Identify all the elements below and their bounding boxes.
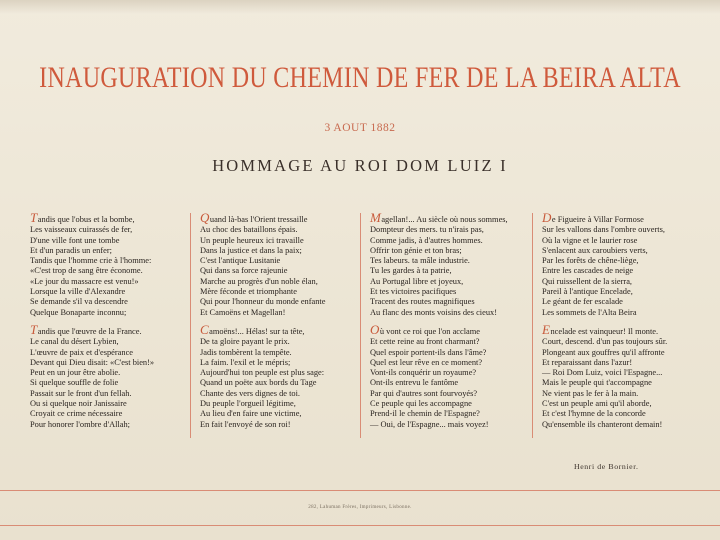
poem-line: Marche au progrès d'un noble élan, bbox=[200, 276, 318, 286]
poem-line bbox=[200, 210, 364, 225]
poem-line: Le géant de fer escalade bbox=[542, 297, 623, 307]
poem-line: Tes labeurs. ta mâle industrie. bbox=[370, 256, 470, 266]
poem-line: Croyait ce crime nécessaire bbox=[30, 409, 123, 419]
poem-line: D'une ville font une tombe bbox=[30, 235, 120, 245]
poem-line: Ce peuple qui les accompagne bbox=[370, 399, 472, 409]
poem-line-text: ù vont ce roi que l'on acclame bbox=[379, 326, 480, 336]
poem-line: Quelque Bonaparte inconnu; bbox=[30, 307, 127, 317]
poem-line: Lorsque la ville d'Alexandre bbox=[30, 287, 126, 297]
poem-line: Un peuple heureux ici travaille bbox=[200, 235, 304, 245]
poem-line: Qui pour l'honneur du monde enfante bbox=[200, 297, 326, 307]
poem-line: Au flanc des monts voisins des cieux! bbox=[370, 307, 497, 317]
poem-line bbox=[370, 210, 534, 225]
poem-line: Plongeant aux gouffres qu'il affronte bbox=[542, 347, 665, 357]
poem-line: Vont-ils conquérir un royaume? bbox=[370, 368, 477, 378]
poem-line: En fait l'envoyé de son roi! bbox=[200, 419, 291, 429]
poem-stanza bbox=[542, 321, 706, 430]
poem-line: Et Camoëns et Magellan! bbox=[200, 307, 286, 317]
poem-stanza bbox=[30, 210, 194, 318]
drop-initial: T bbox=[30, 210, 38, 225]
poem-line: Aujourd'hui ton peuple est plus sage: bbox=[200, 368, 325, 378]
drop-initial: Q bbox=[200, 210, 210, 225]
poem-column-2 bbox=[200, 210, 364, 443]
poem-line: Ne vient pas le fer à la main. bbox=[542, 388, 639, 398]
poem-line: Pour honorer l'ombre d'Allah; bbox=[30, 419, 131, 429]
poem-line: Tandis que l'homme crie à l'homme: bbox=[30, 256, 152, 266]
poem-column-4 bbox=[542, 210, 706, 443]
poem-line: Dans la justice et dans la paix; bbox=[200, 245, 302, 255]
poem-line: Les sommets de l'Alta Beira bbox=[542, 307, 637, 317]
poem-line-text: ncelade est vainqueur! Il monte. bbox=[550, 326, 659, 336]
poem-stanza bbox=[200, 321, 364, 430]
drop-initial: O bbox=[370, 321, 380, 337]
poem-line: Prend-il le chemin de l'Espagne? bbox=[370, 409, 480, 419]
poem-line: Qu'ensemble ils chanteront demain! bbox=[542, 419, 663, 429]
poem-line: Au Portugal libre et joyeux, bbox=[370, 276, 464, 286]
poem-line: Par les forêts de chêne-liège, bbox=[542, 256, 639, 266]
poem-stanza bbox=[370, 321, 534, 430]
poem-line: Et c'est l'hymne de la concorde bbox=[542, 409, 646, 419]
poem-line bbox=[30, 321, 194, 337]
poem-line: Devant qui Dieu disait: «C'est bien!» bbox=[30, 357, 155, 367]
poem-column-1 bbox=[30, 210, 194, 443]
event-date: 3 AOUT 1882 bbox=[324, 122, 396, 134]
poem-line: Ou si quelque noir Janissaire bbox=[30, 399, 127, 409]
poem-line: Comme jadis, à d'autres hommes. bbox=[370, 235, 483, 245]
footer-rule-bottom bbox=[0, 525, 720, 526]
poem-line-text: e Figueire à Villar Formose bbox=[551, 215, 644, 224]
poem-line: De ta gloire payant le prix. bbox=[200, 337, 290, 347]
poem-line: Tu les gardes à ta patrie, bbox=[370, 266, 452, 276]
poem-line: Ont-ils entrevu le fantôme bbox=[370, 378, 459, 388]
poem-line: Les vaisseaux cuirassés de fer, bbox=[30, 225, 133, 235]
poem-line: Mère féconde et triomphante bbox=[200, 287, 297, 297]
poem-line: Et cette reine au front charmant? bbox=[370, 337, 480, 347]
printer-imprint: 282, Lahuman Frères, Imprimeurs, Lisbonne. bbox=[308, 505, 412, 510]
poem-line: Sur les vallons dans l'ombre ouverts, bbox=[542, 225, 665, 235]
poem-stanza bbox=[370, 210, 534, 318]
drop-initial: C bbox=[200, 321, 209, 337]
poem-line-text: andis que l'œuvre de la France. bbox=[37, 326, 142, 336]
poem-line: «C'est trop de sang être économe. bbox=[30, 266, 143, 276]
drop-initial: E bbox=[542, 321, 550, 337]
drop-initial: T bbox=[30, 321, 38, 337]
poem-line: Du peuple l'orgueil légitime, bbox=[200, 399, 296, 409]
poem-line bbox=[370, 321, 534, 337]
poem-line: Offrir ton génie et ton bras; bbox=[370, 245, 462, 255]
poem-line: S'enlacent aux caroubiers verts, bbox=[542, 245, 648, 255]
footer-rule-top bbox=[0, 490, 720, 491]
poem-line: Pareil à l'antique Encelade, bbox=[542, 287, 633, 297]
poem-line: — Oui, de l'Espagne... mais voyez! bbox=[370, 419, 489, 429]
drop-initial: M bbox=[370, 210, 381, 225]
poem-line bbox=[542, 210, 706, 225]
drop-initial: D bbox=[542, 210, 552, 225]
poem-line: La faim. l'exil et le mépris; bbox=[200, 357, 291, 367]
poem-line-text: agellan!... Au siècle où nous sommes, bbox=[381, 215, 508, 224]
poem-line bbox=[200, 321, 364, 337]
poem-line: Et tes victoires pacifiques bbox=[370, 287, 457, 297]
poem-line: Tracent des routes magnifiques bbox=[370, 297, 475, 307]
poem-line: C'est l'antique Lusitanie bbox=[200, 256, 281, 266]
poem-line: L'œuvre de paix et d'espérance bbox=[30, 347, 134, 357]
poem-line: Quel espoir portent-ils dans l'âme? bbox=[370, 347, 487, 357]
poem-line-text: uand là-bas l'Orient tressaille bbox=[209, 215, 308, 224]
poem-line: Entre les cascades de neige bbox=[542, 266, 634, 276]
poem-line: Au lieu d'en faire une victime, bbox=[200, 409, 302, 419]
poem-line: Chante des vers dignes de toi. bbox=[200, 388, 301, 398]
poem-line: — Roi Dom Luiz, voici l'Espagne... bbox=[542, 368, 663, 378]
poem-line bbox=[30, 210, 194, 225]
poem-line: Dompteur des mers. tu n'irais pas, bbox=[370, 225, 484, 235]
poem-line: Par qui d'autres sont fourvoyés? bbox=[370, 388, 478, 398]
poem-line: Au choc des bataillons épais. bbox=[200, 225, 298, 235]
poem-line: Jadis tombèrent la tempête. bbox=[200, 347, 292, 357]
poem-line bbox=[542, 321, 706, 337]
poem-line: Peut en un jour être abolie. bbox=[30, 368, 121, 378]
poem-line: Et d'un paradis un enfer; bbox=[30, 245, 112, 255]
poem-stanza bbox=[542, 210, 706, 318]
poem-line: Si quelque souffle de folie bbox=[30, 378, 119, 388]
poem-line: Qui ruissellent de la sierra, bbox=[542, 276, 633, 286]
poem-line: Où la vigne et le laurier rose bbox=[542, 235, 638, 245]
poem-line: Mais le peuple qui t'accompagne bbox=[542, 378, 652, 388]
poem-columns bbox=[24, 210, 696, 443]
poem-line: Qui dans sa force rajeunie bbox=[200, 266, 288, 276]
poem-line-text: amoëns!... Hélas! sur ta tête, bbox=[209, 326, 305, 336]
poem-line: Et reparaissant dans l'azur! bbox=[542, 357, 633, 367]
poem-line: Court, descend. d'un pas toujours sûr. bbox=[542, 337, 668, 347]
poem-column-3 bbox=[370, 210, 534, 443]
poem-line: Se demande s'il va descendre bbox=[30, 297, 128, 307]
page-title: INAUGURATION DU CHEMIN DE FER DE LA BEIRA ALTA bbox=[39, 62, 681, 95]
poem-line: C'est un peuple ami qu'il aborde, bbox=[542, 399, 652, 409]
poem-line-text: andis que l'obus et la bombe, bbox=[37, 215, 135, 224]
poem-line: Passait sur le front d'un fellah. bbox=[30, 388, 132, 398]
poem-line: Quel est leur rêve en ce moment? bbox=[370, 357, 483, 367]
poem-stanza bbox=[200, 210, 364, 318]
author-signature: Henri de Bornier. bbox=[574, 462, 639, 471]
poem-line: «Le jour du massacre est venu!» bbox=[30, 276, 139, 286]
poem-stanza bbox=[30, 321, 194, 430]
poem-line: Quand un poëte aux bords du Tage bbox=[200, 378, 317, 388]
poem-subtitle: HOMMAGE AU ROI DOM LUIZ I bbox=[212, 156, 508, 175]
poem-line: Le canal du désert Lybien, bbox=[30, 337, 119, 347]
